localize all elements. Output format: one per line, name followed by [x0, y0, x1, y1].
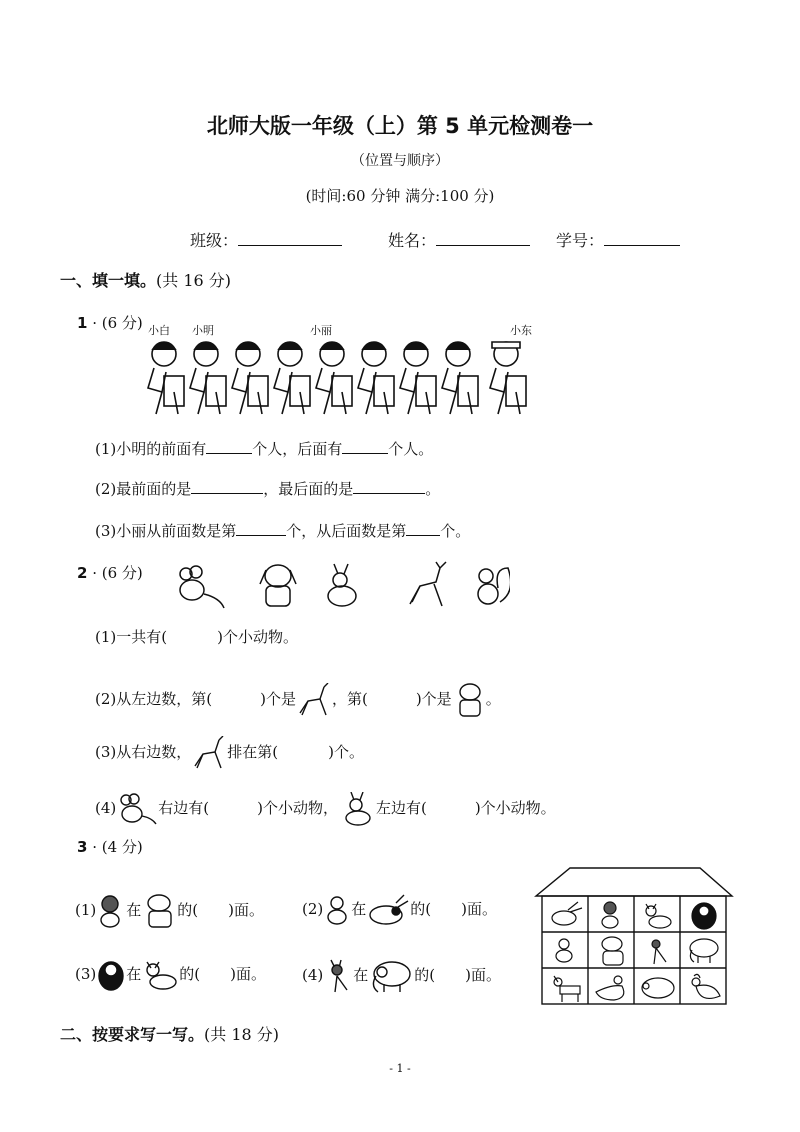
q1-number: 1 · (6 分)	[77, 314, 143, 332]
cat-icon	[141, 958, 179, 992]
q3-number: 3 · (4 分)	[77, 838, 143, 856]
dog-icon	[260, 565, 296, 606]
cat-icon	[646, 904, 671, 928]
chick-icon	[556, 939, 572, 962]
elephant-icon	[368, 958, 414, 994]
child-figure	[316, 342, 352, 414]
child-figure	[490, 342, 526, 414]
answer-blank[interactable]	[342, 439, 388, 454]
monkey-icon	[96, 894, 126, 928]
q2-line3: (3)从右边数， 排在第( )个。	[95, 736, 364, 770]
answer-blank[interactable]	[191, 479, 263, 494]
deer-icon	[296, 683, 332, 717]
pig-icon	[642, 978, 674, 998]
panda-icon	[96, 958, 126, 992]
q3-line2b: (4) 在 的( )面。	[302, 958, 501, 994]
deer-icon	[410, 562, 446, 606]
squirrel-icon	[478, 568, 510, 604]
q2-number: 2 · (6 分)	[77, 564, 143, 582]
answer-blank[interactable]	[236, 521, 286, 536]
deer-icon	[191, 736, 227, 770]
child-figure	[400, 342, 436, 414]
child-figure	[442, 342, 478, 414]
page-title: 北师大版一年级（上）第 5 单元检测卷一	[206, 114, 594, 138]
kid-label-xiaodong: 小东	[510, 324, 532, 337]
goat-icon	[554, 976, 580, 1002]
child-figure	[148, 342, 184, 414]
name-label: 姓名：	[388, 231, 437, 250]
kangaroo-icon	[652, 940, 666, 964]
id-field	[556, 228, 680, 251]
answer-blank[interactable]	[406, 521, 440, 536]
dog-icon	[602, 937, 623, 965]
elephant-icon	[690, 939, 718, 963]
kangaroo-icon	[323, 958, 353, 994]
dog-icon	[141, 893, 177, 929]
child-figure	[358, 342, 394, 414]
page-number: - 1 -	[389, 1062, 411, 1075]
child-figure	[274, 342, 310, 414]
time-info: (时间:60 分钟 满分:100 分)	[305, 187, 495, 205]
kid-label-xiaoli: 小丽	[310, 324, 332, 337]
class-field	[190, 228, 342, 251]
dog-icon	[452, 682, 486, 718]
rabbit-icon	[328, 564, 356, 606]
animal-row-image	[170, 560, 510, 612]
q1-line3: (3)小丽从前面数是第 个，从后面数是第 个。	[95, 522, 471, 540]
q2-line2: (2)从左边数，第( )个是 ，第( )个是 。	[95, 682, 501, 718]
q3-line2a: (3) 在 的( )面。	[75, 958, 266, 992]
answer-blank[interactable]	[353, 479, 425, 494]
child-figure	[232, 342, 268, 414]
chick-icon	[323, 893, 351, 927]
name-field	[388, 228, 530, 251]
section1-heading: 一、填一填。(共 16 分)	[60, 271, 232, 290]
q2-line1: (1)一共有( )个小动物。	[95, 628, 298, 646]
monkey-icon	[602, 902, 618, 928]
class-blank[interactable]	[238, 231, 342, 246]
q2-line4: (4) 右边有( )个小动物， 左边有( )个小动物。	[95, 792, 556, 826]
rabbit-icon	[338, 792, 376, 826]
q1-line1: (1)小明的前面有 个人，后面有 个人。	[95, 440, 434, 458]
duck-icon	[596, 976, 624, 1000]
answer-blank[interactable]	[206, 439, 252, 454]
q1-line2: (2)最前面的是 ，最后面的是 。	[95, 480, 441, 498]
q3-line1a: (1) 在 的( )面。	[75, 893, 264, 929]
page-subtitle: （位置与顺序）	[351, 153, 449, 169]
mouse-icon	[180, 566, 224, 608]
id-blank[interactable]	[604, 231, 680, 246]
rabbit-icon	[366, 893, 410, 927]
children-row-image	[138, 336, 548, 418]
mouse-icon	[116, 792, 158, 826]
child-figure	[190, 342, 226, 414]
name-blank[interactable]	[436, 231, 530, 246]
kid-label-xiaoming: 小明	[192, 324, 214, 337]
q3-line1b: (2) 在 的( )面。	[302, 893, 497, 927]
rooster-icon	[692, 974, 720, 998]
class-label: 班级：	[190, 231, 239, 250]
kid-label-xiaobai: 小白	[148, 324, 170, 337]
panda-icon	[692, 903, 716, 929]
rabbit-icon	[552, 902, 582, 925]
animal-house-grid	[534, 866, 734, 1006]
section2-heading: 二、按要求写一写。(共 18 分)	[60, 1025, 280, 1044]
id-label: 学号：	[556, 231, 605, 250]
